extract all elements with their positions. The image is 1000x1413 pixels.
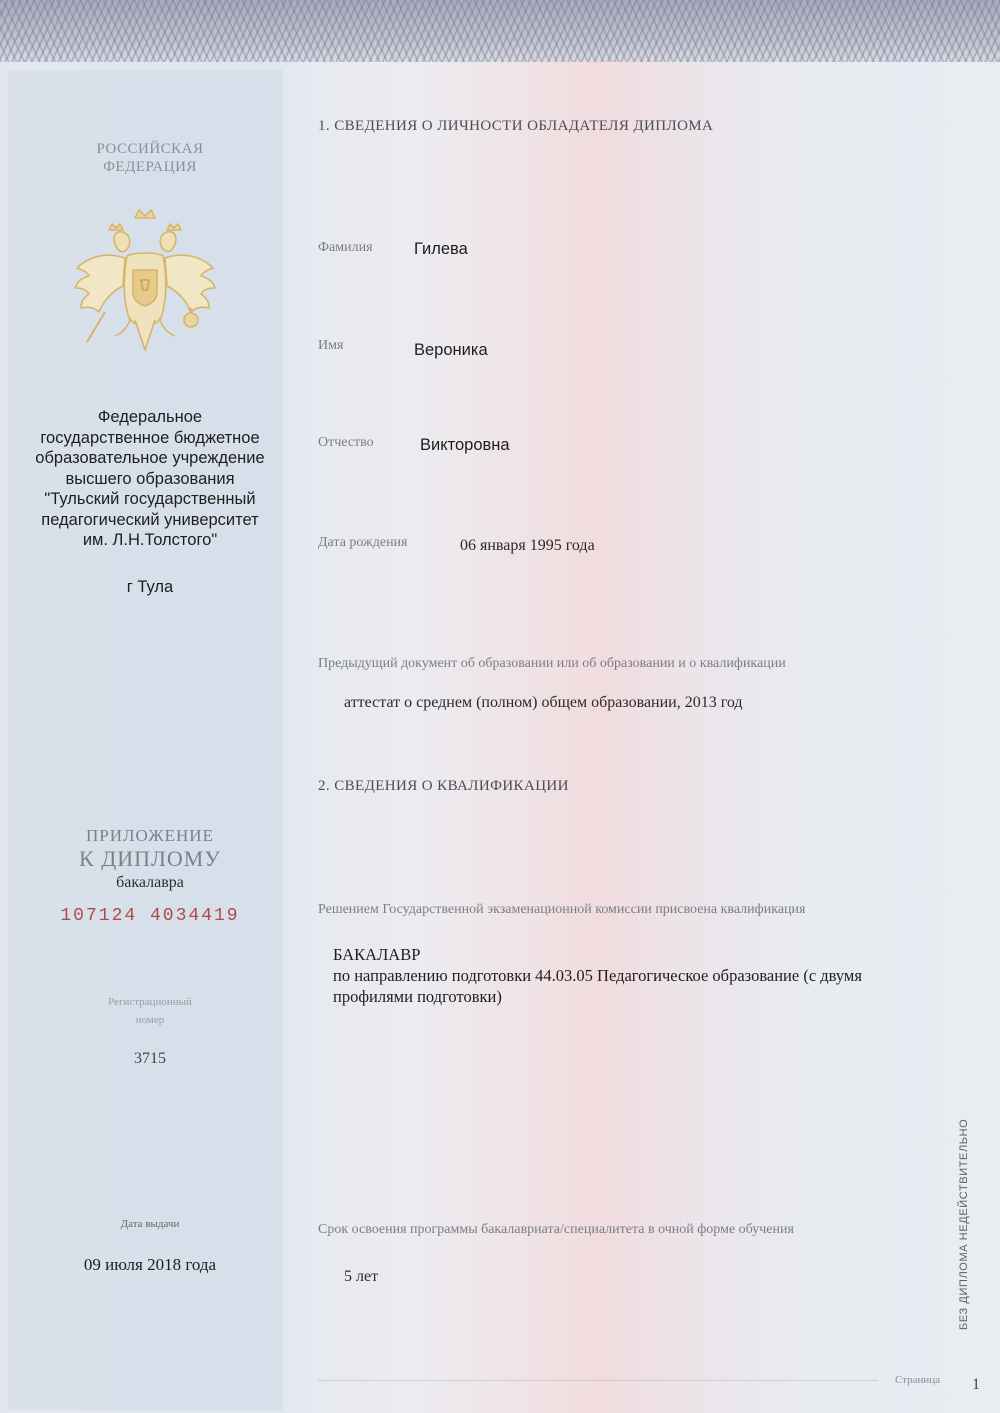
name-value: Вероника	[414, 341, 488, 359]
patronymic-value: Викторовна	[420, 436, 510, 454]
previous-document-value: аттестат о среднем (полном) общем образовании, 2013 год	[344, 694, 743, 711]
decision-label: Решением Государственной экзаменационной комиссии присвоена квалификация	[318, 902, 806, 917]
direction-line-2: профилями подготовки)	[333, 987, 502, 1006]
coat-of-arms-icon	[65, 200, 225, 370]
university-line: образовательное учреждение	[35, 449, 265, 467]
registration-label	[0, 993, 300, 1029]
appendix-subtitle: К ДИПЛОМУ	[79, 846, 221, 871]
birth-date-label: Дата рождения	[318, 535, 408, 550]
issue-date-label: Дата выдачи	[120, 1218, 180, 1230]
city: г Тула	[126, 578, 174, 596]
qualification-title: БАКАЛАВР	[333, 945, 421, 964]
registration-label-line-1: Регистрационный	[108, 996, 192, 1008]
section1-title: 1. СВЕДЕНИЯ О ЛИЧНОСТИ ОБЛАДАТЕЛЯ ДИПЛОМА	[318, 118, 714, 134]
country-line-1: РОССИЙСКАЯ	[96, 141, 204, 157]
page-label: Страница	[895, 1374, 941, 1386]
duration-value: 5 лет	[344, 1268, 379, 1285]
university-name	[0, 407, 300, 551]
country-title	[0, 140, 300, 176]
country-line-2: ФЕДЕРАЦИЯ	[103, 159, 197, 175]
qualification-block	[333, 944, 963, 1007]
university-line: государственное бюджетное	[40, 428, 260, 447]
guilloche-border	[0, 0, 1000, 62]
appendix-title: ПРИЛОЖЕНИЕ	[86, 826, 214, 845]
section2-title: 2. СВЕДЕНИЯ О КВАЛИФИКАЦИИ	[318, 778, 569, 794]
surname-label: Фамилия	[318, 240, 373, 255]
duration-label: Срок освоения программы бакалавриата/специалитета в очной форме обучения	[318, 1222, 794, 1237]
page-number: 1	[972, 1376, 980, 1393]
university-line: высшего образования	[65, 469, 235, 488]
direction-line-1: по направлению подготовки 44.03.05 Педагогическое образование (с двумя	[333, 966, 862, 985]
issue-date: 09 июля 2018 года	[83, 1255, 217, 1274]
registration-label-line-2: номер	[135, 1014, 165, 1026]
university-line: "Тульский государственный	[44, 490, 256, 508]
registration-number: 3715	[134, 1050, 166, 1067]
name-label: Имя	[318, 338, 344, 353]
university-line: им. Л.Н.Толстого"	[82, 531, 218, 549]
bottom-rule	[318, 1380, 878, 1381]
degree-level: бакалавра	[116, 874, 184, 891]
serial-number: 107124 4034419	[60, 906, 240, 926]
surname-value: Гилева	[414, 240, 468, 258]
university-line: Федеральное	[97, 408, 203, 426]
invalid-without-diploma-note: БЕЗ ДИПЛОМА НЕДЕЙСТВИТЕЛЬНО	[958, 1118, 970, 1330]
patronymic-label: Отчество	[318, 435, 374, 450]
previous-document-label: Предыдущий документ об образовании или об образовании и о квалификации	[318, 656, 786, 671]
university-line: педагогический университет	[41, 510, 259, 529]
birth-date-value: 06 января 1995 года	[460, 537, 595, 554]
